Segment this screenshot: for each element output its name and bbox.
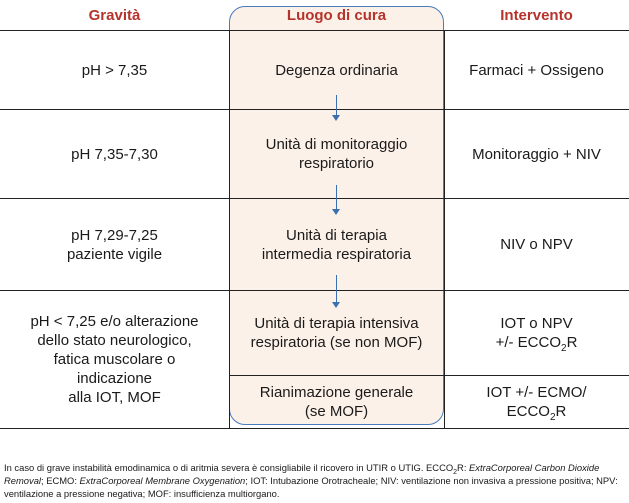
cell-text: paziente vigile xyxy=(66,245,163,263)
row2-luogo xyxy=(229,110,444,198)
cell-text: alla IOT, MOF xyxy=(68,389,161,406)
cell-text: indicazione xyxy=(76,370,153,387)
cell-text: intermedia respiratoria xyxy=(261,245,412,263)
row3-intervento xyxy=(444,199,629,290)
cell-text: respiratorio xyxy=(298,155,375,172)
row4b-luogo xyxy=(229,376,444,428)
row4b-intervento xyxy=(444,376,629,428)
row4-gravita xyxy=(0,291,229,428)
table-rule xyxy=(0,428,629,429)
row1-luogo xyxy=(229,31,444,109)
cell-text-formula: +/- $ECCO_2R$ xyxy=(495,334,578,354)
row2-gravita xyxy=(0,110,229,198)
cell-text: pH < 7,25 e/o alterazione xyxy=(30,313,199,330)
row2-intervento xyxy=(444,110,629,198)
header-gravita: Gravità xyxy=(88,7,141,24)
cell-text: Degenza ordinaria xyxy=(275,61,398,79)
cell-text: Unità di terapia intensiva xyxy=(254,315,419,332)
row3-gravita xyxy=(0,199,229,290)
row1-gravita xyxy=(0,31,229,109)
cell-text: Rianimazione generale xyxy=(259,384,414,401)
cell-text: pH > 7,35 xyxy=(81,61,148,79)
cell-text: IOT +/- ECMO/ xyxy=(486,384,587,401)
cell-text: dello stato neurologico, xyxy=(37,332,192,349)
cell-text: fatica muscolare o xyxy=(53,351,176,368)
row1-intervento xyxy=(444,31,629,109)
cell-text: pH 7,35-7,30 xyxy=(71,145,158,163)
row4a-intervento xyxy=(444,291,629,375)
cell-text-formula: $ECCO_2R$ xyxy=(506,403,567,423)
header-luogo-di-cura: Luogo di cura xyxy=(286,7,387,24)
cell-text: NIV o NPV xyxy=(500,236,573,253)
header-intervento: Intervento xyxy=(500,7,573,24)
table-footnote: In caso di grave instabilità emodinamica o di aritmia severa è consigliabile il ricovero in UTIR o UTIG. $ECCO_2R$: ExtraCorporeal Carbon Dioxide Removal; ECMO: ExtraCorporeal Membrane Oxygenation; IOT: Intubazione Orotracheale; NIV: ventilazione non invasiva a pressione positiva; NPV: ventilazione a pressione negativa; MOF: insufficienza multiorgano. xyxy=(4,462,618,499)
cell-text: Farmaci + Ossigeno xyxy=(469,61,604,79)
cell-text: pH 7,29-7,25 xyxy=(71,226,158,244)
cell-text: respiratoria (se non MOF) xyxy=(250,334,423,351)
cell-text: Unità di terapia xyxy=(286,226,387,244)
cell-text: IOT o NPV xyxy=(500,315,573,332)
cell-text: (se MOF) xyxy=(304,403,369,420)
cell-text: Unità di monitoraggio xyxy=(265,136,408,153)
cell-text: Monitoraggio + NIV xyxy=(472,145,601,163)
